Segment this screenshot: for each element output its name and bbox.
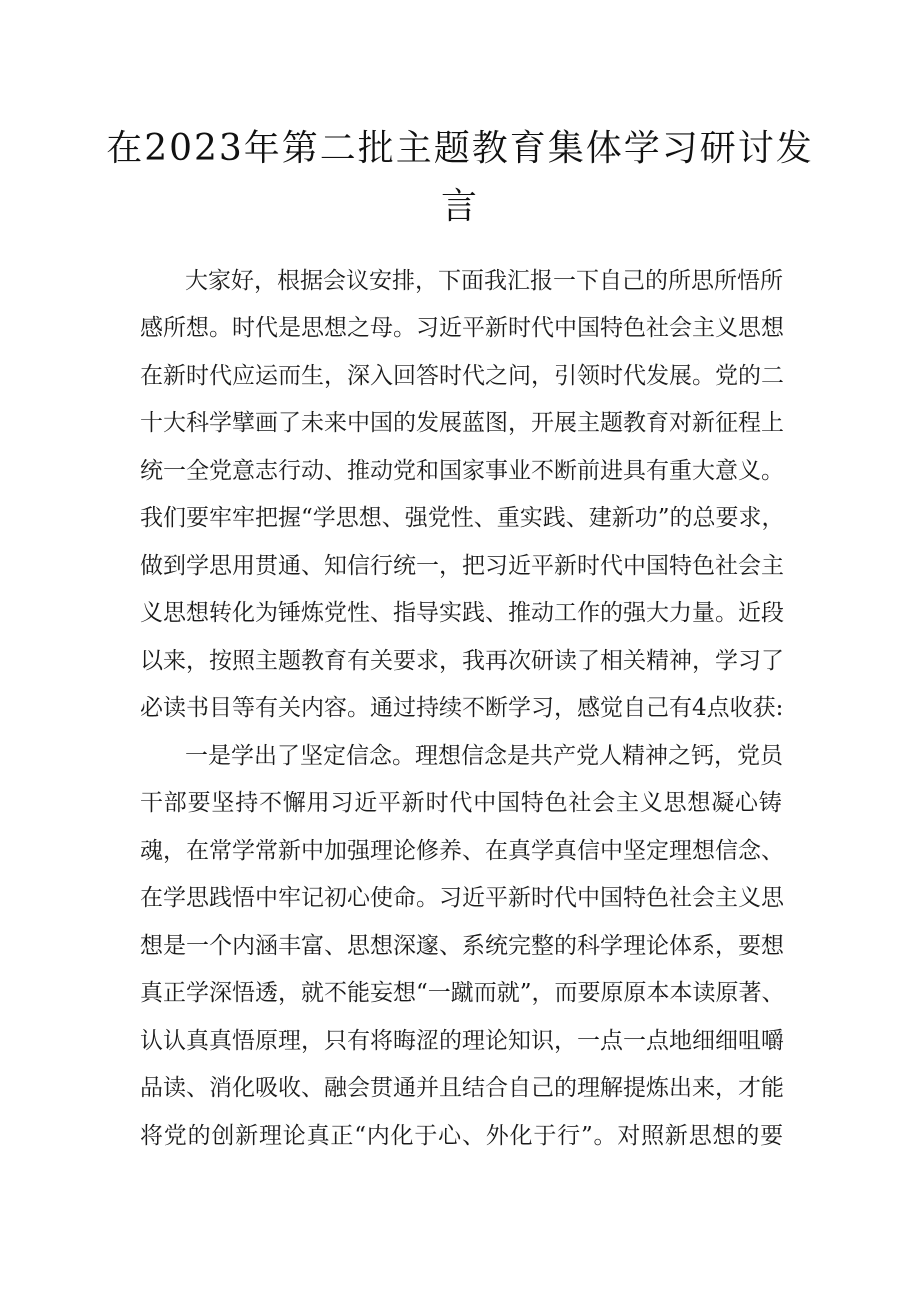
paragraph-line: 必读书目等有关内容。通过持续不断学习，感觉自己有4点收获: bbox=[140, 695, 784, 721]
document-title bbox=[0, 122, 920, 234]
paragraph-line: 将党的创新理论真正“内化于心、外化于行”。对照新思想的要 bbox=[140, 1123, 784, 1149]
paragraph-line: 魂，在常学常新中加强理论修养、在真学真信中坚定理想信念、 bbox=[140, 838, 784, 864]
title-line-2: 言 bbox=[440, 186, 479, 227]
title-line-1: 在2023年第二批主题教育集体学习研讨发 bbox=[106, 128, 814, 169]
paragraph-line: 做到学思用贯通、知信行统一，把习近平新时代中国特色社会主 bbox=[140, 553, 784, 579]
paragraph-line: 干部要坚持不懈用习近平新时代中国特色社会主义思想凝心铸 bbox=[140, 790, 783, 816]
paragraph-line: 真正学深悟透，就不能妄想“一蹴而就”，而要原原本本读原著、 bbox=[140, 980, 785, 1006]
paragraph-line: 十大科学擘画了未来中国的发展蓝图，开展主题教育对新征程上 bbox=[140, 410, 784, 436]
paragraph-line: 大家好，根据会议安排，下面我汇报一下自己的所思所悟所 bbox=[185, 268, 783, 294]
paragraph-line: 我们要牢牢把握“学思想、强党性、重实践、建新功”的总要求， bbox=[140, 505, 785, 531]
paragraph-line: 感所想。时代是思想之母。习近平新时代中国特色社会主义思想 bbox=[140, 315, 784, 341]
paragraph-line: 义思想转化为锤炼党性、指导实践、推动工作的强大力量。近段 bbox=[140, 600, 784, 626]
paragraph-line: 在新时代应运而生，深入回答时代之问，引领时代发展。党的二 bbox=[140, 363, 784, 389]
paragraph-line: 以来，按照主题教育有关要求，我再次研读了相关精神，学习了 bbox=[140, 648, 784, 674]
paragraph-line: 统一全党意志行动、推动党和国家事业不断前进具有重大意义。 bbox=[140, 458, 784, 484]
paragraph-line: 想是一个内涵丰富、思想深邃、系统完整的科学理论体系，要想 bbox=[140, 933, 784, 959]
paragraph-line: 在学思践悟中牢记初心使命。习近平新时代中国特色社会主义思 bbox=[140, 885, 784, 911]
paragraph-line: 一是学出了坚定信念。理想信念是共产党人精神之钙，党员 bbox=[185, 743, 783, 769]
paragraph-line: 品读、消化吸收、融会贯通并且结合自己的理解提炼出来，才能 bbox=[140, 1075, 784, 1101]
paragraph-line: 认认真真悟原理，只有将晦涩的理论知识，一点一点地细细咀嚼 bbox=[140, 1028, 784, 1054]
